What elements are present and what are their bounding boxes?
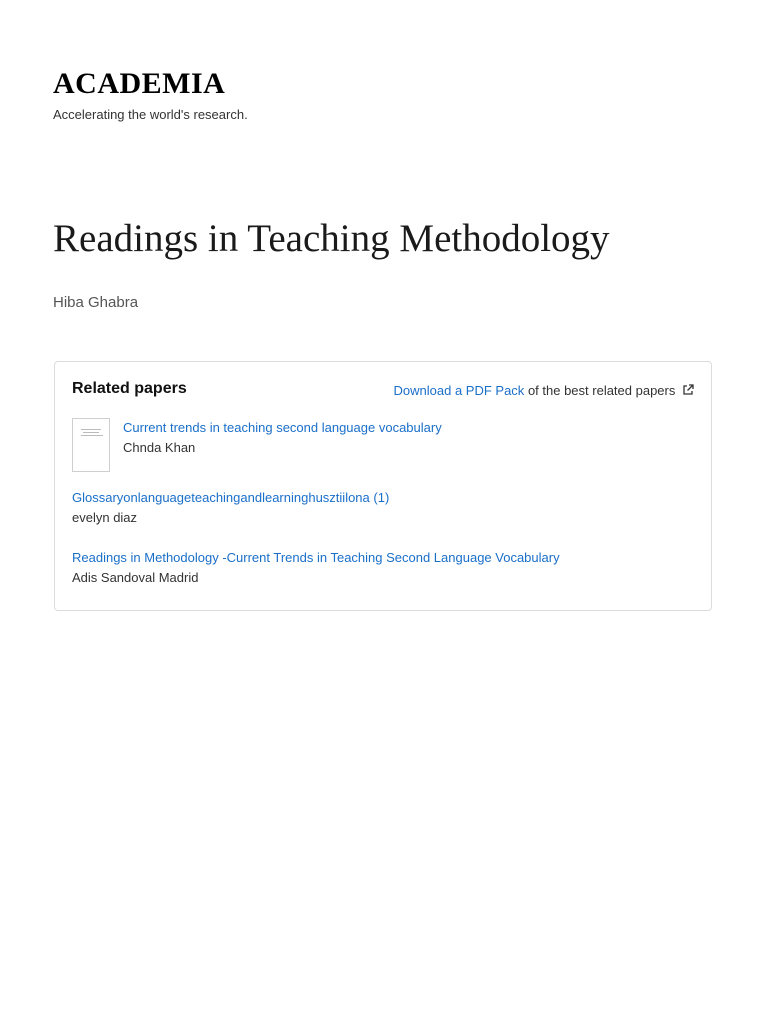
download-pdf-pack-link[interactable]: Download a PDF Pack	[393, 383, 525, 398]
related-paper-item	[72, 550, 560, 585]
related-paper-author: Chnda Khan	[123, 440, 196, 455]
external-link-icon[interactable]	[682, 384, 694, 399]
related-papers-header	[72, 380, 694, 402]
tagline: Accelerating the world's research.	[53, 107, 248, 122]
related-paper-item	[72, 418, 692, 474]
page-title: Readings in Teaching Methodology	[53, 217, 610, 260]
academia-logo[interactable]: ACADEMIA	[53, 67, 226, 100]
related-paper-item	[72, 490, 389, 525]
related-papers-card	[54, 361, 712, 611]
related-paper-title[interactable]: Readings in Methodology -Current Trends in Teaching Second Language Vocabulary	[72, 550, 560, 565]
related-papers-heading: Related papers	[72, 380, 187, 397]
related-paper-author: Adis Sandoval Madrid	[72, 570, 199, 585]
paper-thumbnail[interactable]	[72, 418, 110, 472]
document-author: Hiba Ghabra	[53, 294, 139, 311]
related-paper-title[interactable]: Current trends in teaching second language vocabulary	[123, 420, 442, 435]
related-paper-title[interactable]: Glossaryonlanguageteachingandlearninghusztiilona (1)	[72, 490, 390, 505]
brand-header	[53, 66, 248, 122]
pdf-pack-suffix: of the best related papers	[527, 383, 676, 398]
pdf-pack-line	[394, 383, 694, 399]
related-paper-author: evelyn diaz	[72, 510, 138, 525]
